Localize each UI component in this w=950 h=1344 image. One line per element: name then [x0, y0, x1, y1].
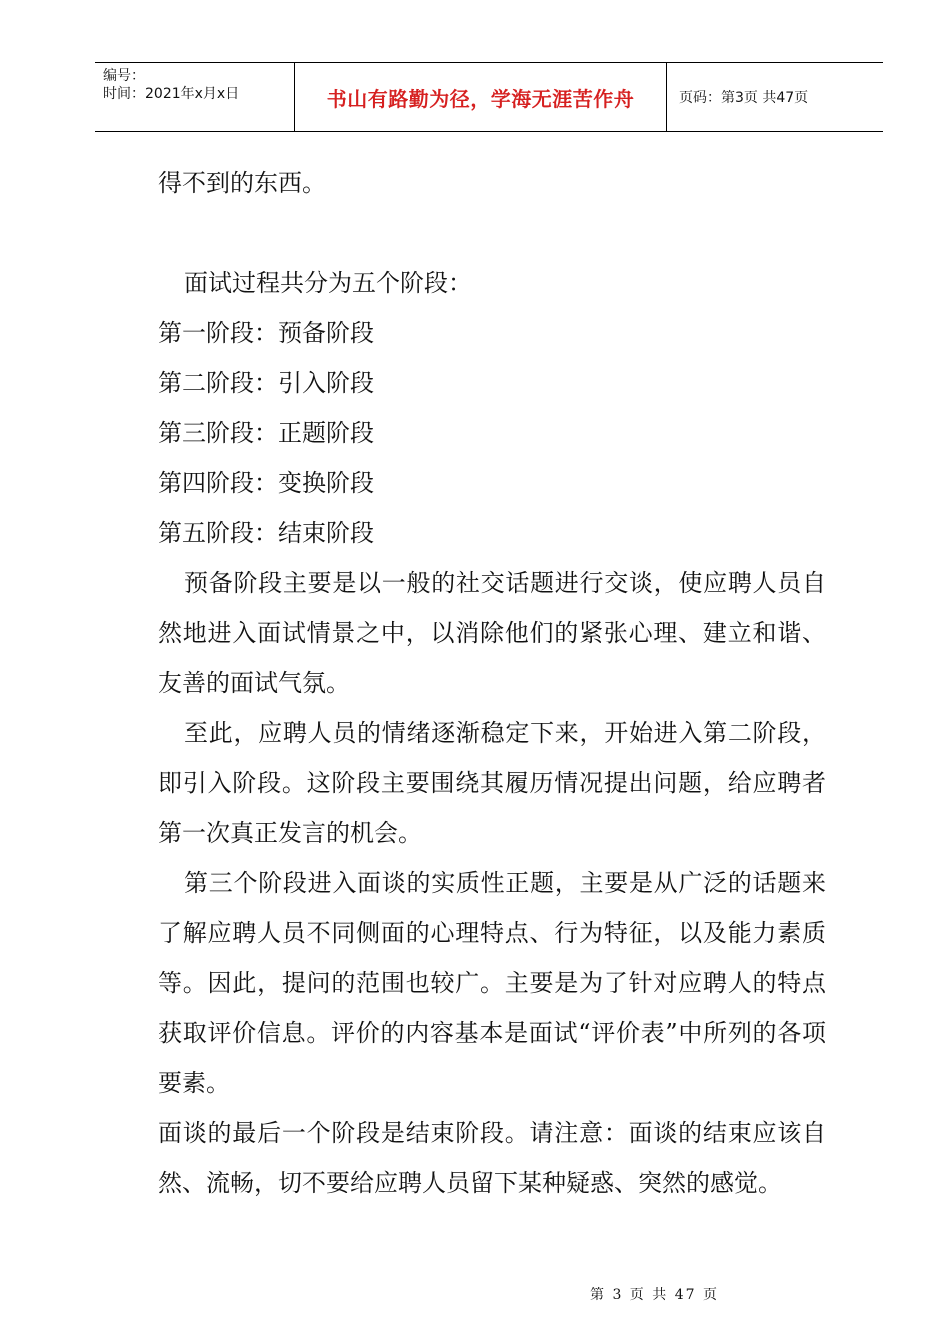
paragraph-continuation: 得不到的东西。	[158, 169, 326, 197]
page-footer: 第 3 页 共 47 页	[590, 1287, 719, 1303]
paragraph-main-topic: 第三个阶段进入面谈的实质性正题，主要是从广泛的话题来了解应聘人员不同侧面的心理特点、行为特征，以及能力素质等。因此，提问的范围也较广。主要是为了针对应聘人的特点获取评价信息。评价的内容基本是面试“评价表”中所列的各项要素。	[158, 869, 826, 1097]
paragraph-gap	[158, 208, 826, 258]
paragraph-preparation: 预备阶段主要是以一般的社交话题进行交谈，使应聘人员自然地进入面试情景之中，以消除他们的紧张心理、建立和谐、友善的面试气氛。	[158, 569, 826, 697]
stage-item-2: 第二阶段：引入阶段	[158, 369, 374, 397]
stage-item-5: 第五阶段：结束阶段	[158, 519, 374, 547]
stage-item-4: 第四阶段：变换阶段	[158, 469, 374, 497]
stage-item-1: 第一阶段：预备阶段	[158, 319, 374, 347]
paragraph-introduction: 至此，应聘人员的情绪逐渐稳定下来，开始进入第二阶段，即引入阶段。这阶段主要围绕其履历情况提出问题，给应聘者第一次真正发言的机会。	[158, 719, 826, 847]
paragraph-intro: 面试过程共分为五个阶段：	[184, 269, 472, 297]
header-page-info: 页码：第3页 共47页	[679, 90, 809, 106]
paragraph-ending: 面谈的最后一个阶段是结束阶段。请注意：面谈的结束应该自然、流畅，切不要给应聘人员留下某种疑惑、突然的感觉。	[158, 1119, 826, 1197]
stage-item-3: 第三阶段：正题阶段	[158, 419, 374, 447]
page-header	[95, 62, 883, 132]
header-date-label: 时间：2021年x月x日	[103, 86, 240, 102]
header-meta-cell	[95, 63, 295, 131]
header-number-label: 编号：	[103, 68, 145, 84]
document-body	[158, 158, 826, 1208]
header-motto: 书山有路勤为径，学海无涯苦作舟	[295, 63, 667, 131]
